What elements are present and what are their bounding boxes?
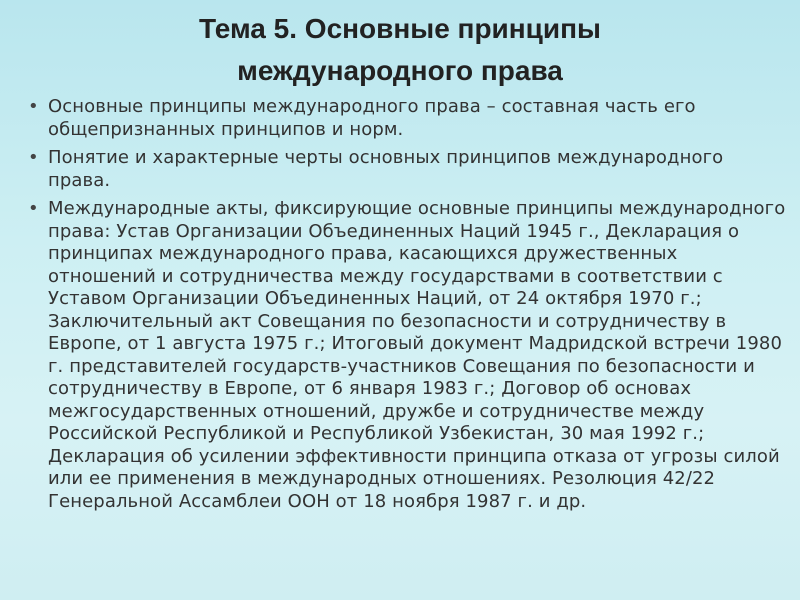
slide-title-line-2: международного права: [237, 55, 563, 86]
bullet-text: Основные принципы международного права – составная часть его общепризнанных принципов и норм.: [48, 96, 696, 140]
slide-title-line-1: Тема 5. Основные принципы: [199, 13, 601, 44]
bullet-text: Международные акты, фиксирующие основные принципы международного права: Устав Организации Объединенных Наций 1945 г., Декларация о принципах международного права, касающихся дружественных отношений и сотрудничества между государствами в соответствии с Уставом Организации Объединенных Наций, от 24 октября 1970 г.; Заключительный акт Совещания по безопасности и сотрудничеству в Европе, от 1 августа 1975 г.; Итоговый документ Мадридской встречи 1980 г. представителей государств-участников Совещания по безопасности и сотрудничеству в Европе, от 6 января 1983 г.; Договор об основах межгосударственных отношений, дружбе и сотрудничестве между Российской Республикой и Республикой Узбекистан, 30 мая 1992 г.; Декларация об усилении эффективности принципа отказа от угрозы силой или ее применения в международных отношениях. Резолюция 42/22 Генеральной Ассамблеи ООН от 18 ноября 1987 г. и др.: [48, 198, 786, 512]
bullet-dot-icon: •: [28, 198, 39, 219]
slide-title: [0, 8, 800, 92]
bullet-item: [28, 96, 788, 141]
bullet-dot-icon: •: [28, 96, 39, 117]
bullet-item: [28, 198, 788, 513]
bullet-dot-icon: •: [28, 147, 39, 168]
bullet-text: Понятие и характерные черты основных принципов международного права.: [48, 147, 724, 191]
bullet-item: [28, 147, 788, 192]
bullet-list: [28, 96, 788, 519]
